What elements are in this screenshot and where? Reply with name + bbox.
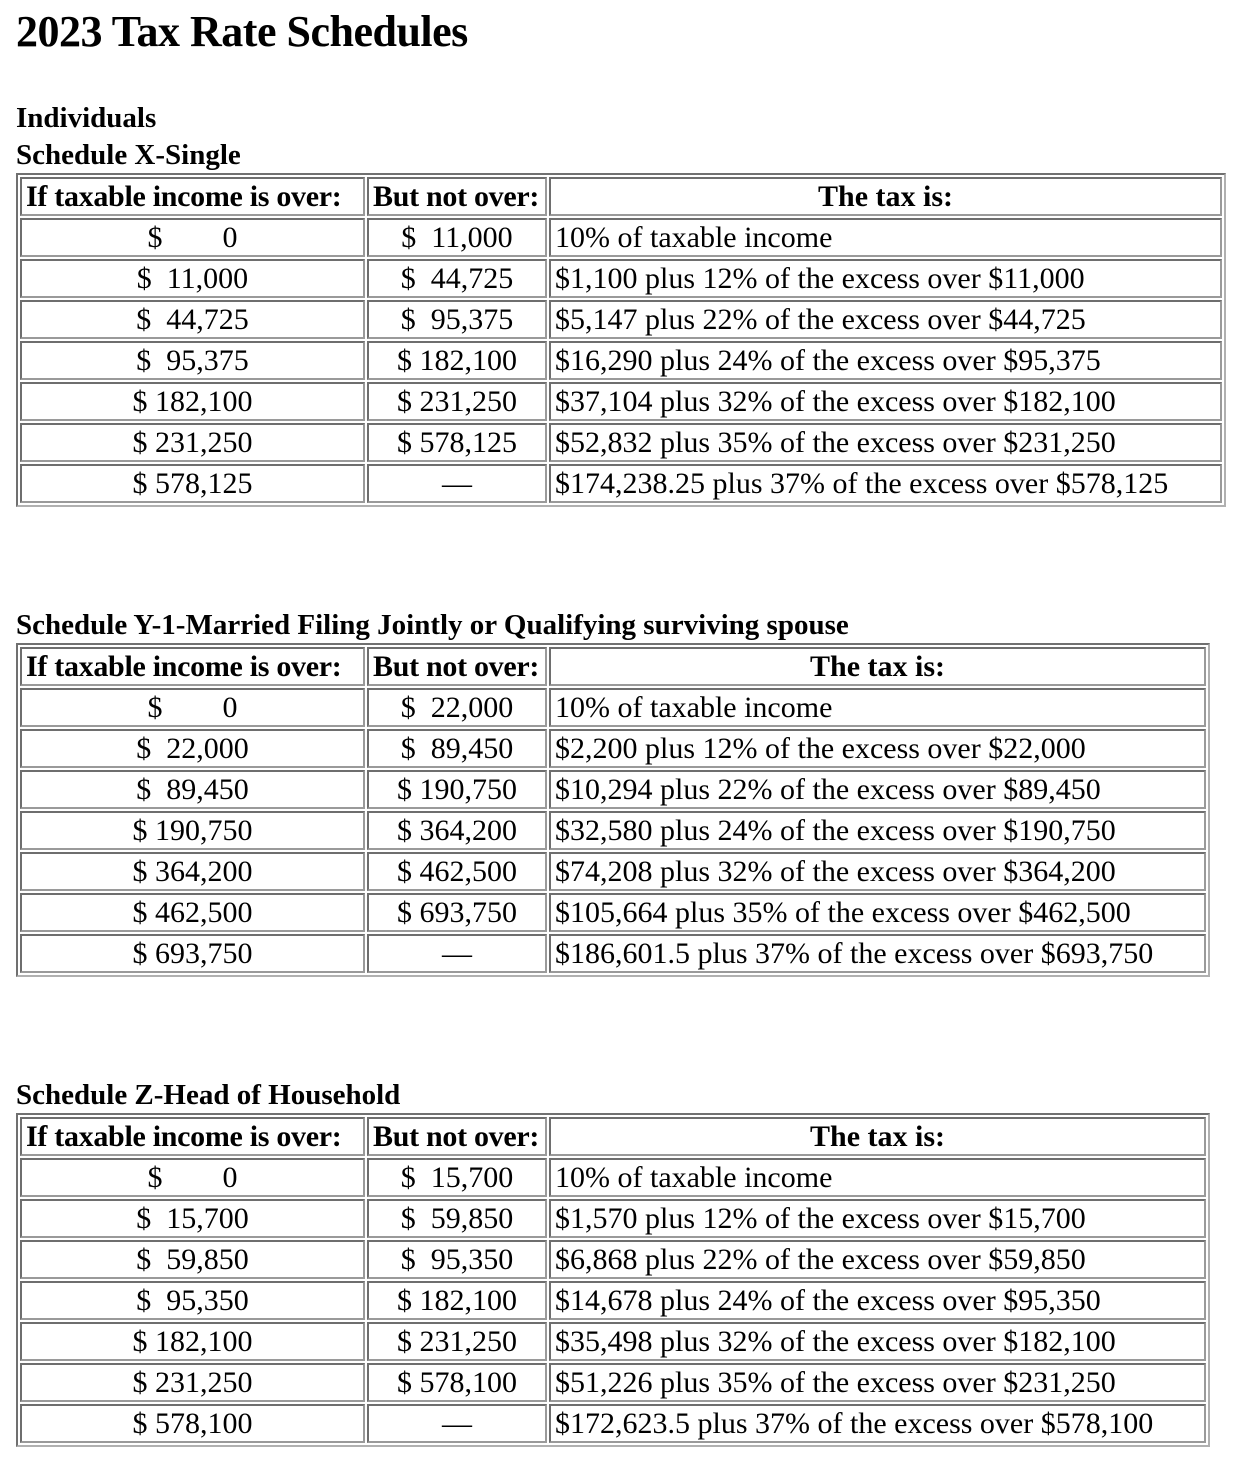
- income-over-cell: $ 578,125: [20, 464, 365, 503]
- income-over-cell: $ 89,450: [20, 770, 365, 809]
- table-row: [20, 1363, 1206, 1402]
- table-row: [20, 464, 1222, 503]
- but-not-over-cell: $ 15,700: [367, 1158, 547, 1197]
- table-row: [20, 341, 1222, 380]
- but-not-over-cell: —: [367, 934, 547, 973]
- schedule-z-block: [16, 1077, 1210, 1447]
- tax-formula-cell: 10% of taxable income: [549, 218, 1222, 257]
- tax-formula-cell: $172,623.5 plus 37% of the excess over $578,100: [549, 1404, 1206, 1443]
- but-not-over-cell: —: [367, 464, 547, 503]
- but-not-over-cell: $ 364,200: [367, 811, 547, 850]
- tax-formula-cell: $10,294 plus 22% of the excess over $89,450: [549, 770, 1206, 809]
- income-over-cell: $ 231,250: [20, 423, 365, 462]
- tax-formula-cell: $186,601.5 plus 37% of the excess over $693,750: [549, 934, 1206, 973]
- but-not-over-cell: $ 44,725: [367, 259, 547, 298]
- table-header-row: [20, 177, 1222, 216]
- but-not-over-cell: $ 95,350: [367, 1240, 547, 1279]
- tax-formula-cell: $32,580 plus 24% of the excess over $190,750: [549, 811, 1206, 850]
- income-over-cell: $ 578,100: [20, 1404, 365, 1443]
- table-row: [20, 811, 1206, 850]
- schedule-title: Schedule X-Single: [16, 139, 241, 171]
- table-row: [20, 688, 1206, 727]
- income-over-cell: $ 95,350: [20, 1281, 365, 1320]
- tax-formula-cell: $1,570 plus 12% of the excess over $15,700: [549, 1199, 1206, 1238]
- tax-formula-cell: $2,200 plus 12% of the excess over $22,000: [549, 729, 1206, 768]
- but-not-over-cell: —: [367, 1404, 547, 1443]
- income-over-cell: $ 22,000: [20, 729, 365, 768]
- income-over-cell: $ 231,250: [20, 1363, 365, 1402]
- tax-formula-cell: $5,147 plus 22% of the excess over $44,725: [549, 300, 1222, 339]
- table-row: [20, 300, 1222, 339]
- schedule-z-table: [16, 1113, 1210, 1447]
- tax-formula-cell: $16,290 plus 24% of the excess over $95,375: [549, 341, 1222, 380]
- income-over-cell: $ 462,500: [20, 893, 365, 932]
- but-not-over-cell: $ 190,750: [367, 770, 547, 809]
- tax-formula-cell: $51,226 plus 35% of the excess over $231,250: [549, 1363, 1206, 1402]
- tax-formula-cell: $35,498 plus 32% of the excess over $182,100: [549, 1322, 1206, 1361]
- header-but-not-over: But not over:: [367, 1117, 547, 1156]
- page-title: 2023 Tax Rate Schedules: [16, 7, 468, 56]
- table-row: [20, 423, 1222, 462]
- income-over-cell: $ 190,750: [20, 811, 365, 850]
- table-row: [20, 1281, 1206, 1320]
- table-row: [20, 934, 1206, 973]
- header-tax-is: The tax is:: [549, 177, 1222, 216]
- but-not-over-cell: $ 95,375: [367, 300, 547, 339]
- income-over-cell: $ 182,100: [20, 382, 365, 421]
- header-tax-is: The tax is:: [549, 1117, 1206, 1156]
- header-tax-is: The tax is:: [549, 647, 1206, 686]
- but-not-over-cell: $ 231,250: [367, 382, 547, 421]
- table-row: [20, 770, 1206, 809]
- table-row: [20, 893, 1206, 932]
- but-not-over-cell: $ 231,250: [367, 1322, 547, 1361]
- income-over-cell: $ 182,100: [20, 1322, 365, 1361]
- tax-formula-cell: $105,664 plus 35% of the excess over $462,500: [549, 893, 1206, 932]
- table-row: [20, 1199, 1206, 1238]
- table-header-row: [20, 1117, 1206, 1156]
- header-but-not-over: But not over:: [367, 177, 547, 216]
- header-income-over: If taxable income is over:: [20, 177, 365, 216]
- table-row: [20, 1240, 1206, 1279]
- schedule-y1-table: [16, 643, 1210, 977]
- table-row: [20, 852, 1206, 891]
- income-over-cell: $ 0: [20, 1158, 365, 1197]
- tax-formula-cell: $1,100 plus 12% of the excess over $11,000: [549, 259, 1222, 298]
- but-not-over-cell: $ 578,125: [367, 423, 547, 462]
- table-row: [20, 729, 1206, 768]
- income-over-cell: $ 59,850: [20, 1240, 365, 1279]
- but-not-over-cell: $ 462,500: [367, 852, 547, 891]
- income-over-cell: $ 0: [20, 218, 365, 257]
- but-not-over-cell: $ 182,100: [367, 1281, 547, 1320]
- tax-formula-cell: 10% of taxable income: [549, 1158, 1206, 1197]
- schedule-title: Schedule Y-1-Married Filing Jointly or Qualifying surviving spouse: [16, 609, 849, 641]
- income-over-cell: $ 44,725: [20, 300, 365, 339]
- schedule-x-table: [16, 173, 1226, 507]
- header-income-over: If taxable income is over:: [20, 1117, 365, 1156]
- table-row: [20, 382, 1222, 421]
- header-but-not-over: But not over:: [367, 647, 547, 686]
- table-row: [20, 218, 1222, 257]
- but-not-over-cell: $ 182,100: [367, 341, 547, 380]
- table-header-row: [20, 647, 1206, 686]
- but-not-over-cell: $ 59,850: [367, 1199, 547, 1238]
- income-over-cell: $ 0: [20, 688, 365, 727]
- section-heading-individuals: Individuals: [16, 102, 157, 134]
- income-over-cell: $ 95,375: [20, 341, 365, 380]
- income-over-cell: $ 11,000: [20, 259, 365, 298]
- but-not-over-cell: $ 89,450: [367, 729, 547, 768]
- but-not-over-cell: $ 693,750: [367, 893, 547, 932]
- but-not-over-cell: $ 22,000: [367, 688, 547, 727]
- table-row: [20, 1404, 1206, 1443]
- tax-formula-cell: $37,104 plus 32% of the excess over $182,100: [549, 382, 1222, 421]
- table-row: [20, 259, 1222, 298]
- schedule-y1-block: [16, 607, 1210, 977]
- tax-formula-cell: $6,868 plus 22% of the excess over $59,850: [549, 1240, 1206, 1279]
- but-not-over-cell: $ 11,000: [367, 218, 547, 257]
- income-over-cell: $ 693,750: [20, 934, 365, 973]
- but-not-over-cell: $ 578,100: [367, 1363, 547, 1402]
- tax-formula-cell: $14,678 plus 24% of the excess over $95,350: [549, 1281, 1206, 1320]
- header-income-over: If taxable income is over:: [20, 647, 365, 686]
- tax-formula-cell: 10% of taxable income: [549, 688, 1206, 727]
- table-row: [20, 1158, 1206, 1197]
- income-over-cell: $ 15,700: [20, 1199, 365, 1238]
- income-over-cell: $ 364,200: [20, 852, 365, 891]
- tax-formula-cell: $174,238.25 plus 37% of the excess over $578,125: [549, 464, 1222, 503]
- tax-formula-cell: $74,208 plus 32% of the excess over $364,200: [549, 852, 1206, 891]
- tax-formula-cell: $52,832 plus 35% of the excess over $231,250: [549, 423, 1222, 462]
- schedule-x-block: [16, 137, 1226, 507]
- schedule-title: Schedule Z-Head of Household: [16, 1079, 401, 1111]
- table-row: [20, 1322, 1206, 1361]
